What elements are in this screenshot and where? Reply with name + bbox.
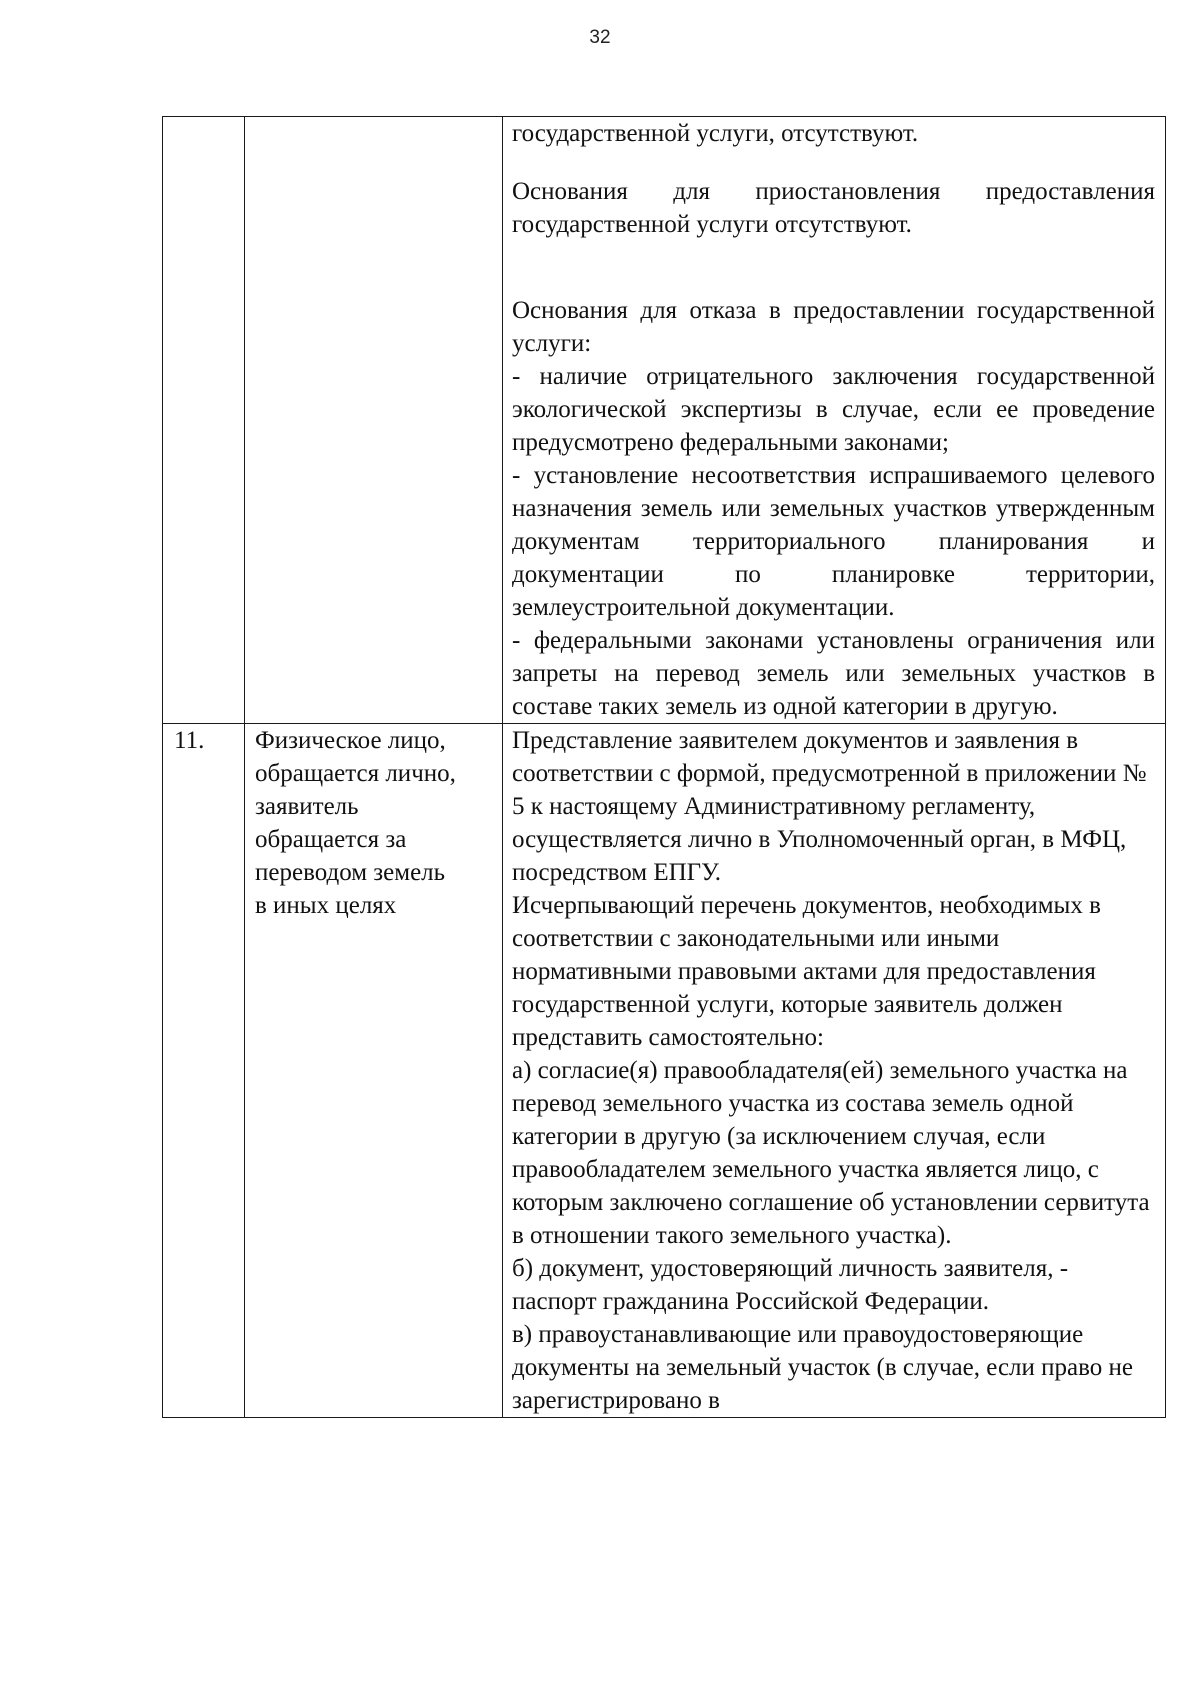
applicant-line: в иных целях (255, 892, 397, 919)
paragraph-negative-expertise: - наличие отрицательного заключения государственной экологической экспертизы в случае, если ее проведение предусмотрено федеральными законами; (512, 363, 1155, 456)
applicant-line: обращается лично, (255, 760, 456, 787)
paragraph-document-list-intro: Исчерпывающий перечень документов, необходимых в соответствии с законодательными или иными нормативными правовыми актами для предоставления государственной услуги, которые заявитель должен представить самостоятельно: (512, 892, 1101, 1051)
paragraph-purpose-mismatch: - установление несоответствия испрашиваемого целевого назначения земель или земельных участков утвержденным документам территориального планирования и документации по планировке территории, землеустроительной документации. (512, 462, 1155, 621)
page-number: 32 (589, 27, 611, 48)
description-cell (503, 117, 1166, 724)
paragraph-federal-restrictions: - федеральными законами установлены ограничения или запреты на перевод земель или земельных участков в составе таких земель из одной категории в другую. (512, 627, 1155, 720)
paragraph-item-a: а) согласие(я) правообладателя(ей) земельного участка на перевод земельного участка из состава земель одной категории в другую (за исключением случая, если правообладателем земельного участка является лицо, с которым заключено соглашение об установлении сервитута в отношении такого земельного участка). (512, 1057, 1150, 1249)
applicant-line: переводом земель (255, 859, 446, 886)
paragraph-submission-method: Представление заявителем документов и заявления в соответствии с формой, предусмотренной в приложении № 5 к настоящему Административному регламенту, осуществляется лично в Уполномоченный орган, в МФЦ, посредством ЕПГУ. (512, 727, 1147, 886)
applicant-cell-empty (245, 117, 503, 724)
table-row-11 (163, 724, 1166, 1418)
table-row-continuation (163, 117, 1166, 724)
paragraph-item-b: б) документ, удостоверяющий личность заявителя, - паспорт гражданина Российской Федерации. (512, 1255, 1069, 1315)
applicant-line: обращается за (255, 826, 407, 853)
paragraph-refusal-grounds: Основания для отказа в предоставлении государственной услуги: (512, 297, 1155, 357)
paragraph-item-v: в) правоустанавливающие или правоудостоверяющие документы на земельный участок (в случае, если право не зарегистрировано в (512, 1321, 1133, 1414)
description-cell (503, 724, 1166, 1418)
paragraph-absence-grounds: государственной услуги, отсутствуют. (512, 120, 919, 147)
paragraph-suspension-grounds: Основания для приостановления предоставления государственной услуги отсутствуют. (512, 178, 1155, 238)
applicant-category-cell (245, 724, 503, 1418)
applicant-line: Физическое лицо, (255, 727, 446, 754)
services-table (162, 116, 1166, 1418)
row-number: 11. (163, 724, 245, 1418)
applicant-line: заявитель (255, 793, 359, 820)
number-cell-empty (163, 117, 245, 724)
